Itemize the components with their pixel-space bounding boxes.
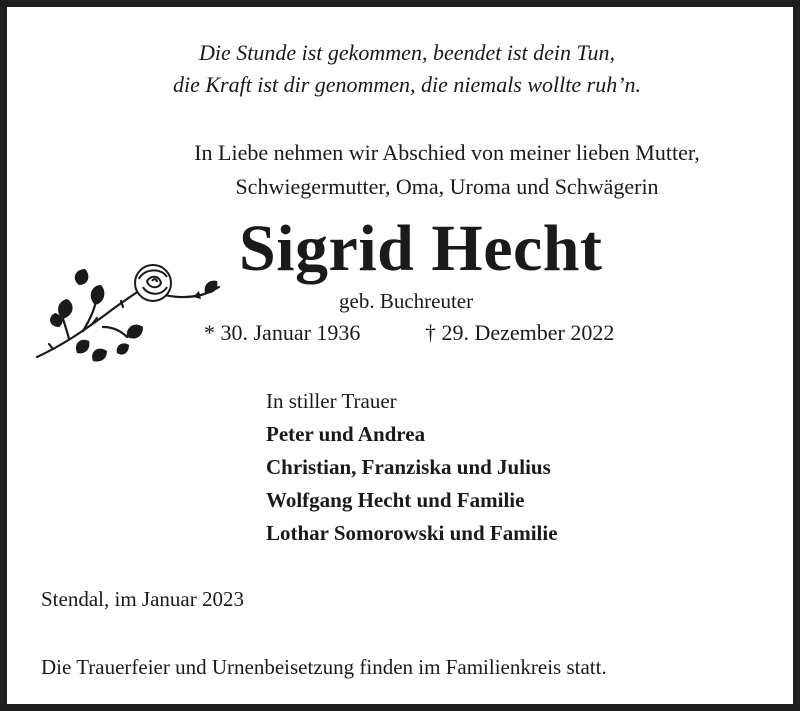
mourner-name: Peter und Andrea bbox=[266, 422, 426, 446]
place-and-date: Stendal, im Januar 2023 bbox=[41, 587, 244, 611]
rose-branch-icon bbox=[33, 257, 225, 373]
verse-line-2: die Kraft ist dir genommen, die niemals wollte ruh’n. bbox=[172, 72, 642, 97]
mourner-name: Wolfgang Hecht und Familie bbox=[266, 488, 525, 512]
verse-line-1: Die Stunde ist gekommen, beendet ist dein Tun, bbox=[198, 40, 616, 65]
intro-line-1: In Liebe nehmen wir Abschied von meiner lieben Mutter, bbox=[194, 140, 700, 165]
death-date: † 29. Dezember 2022 bbox=[425, 320, 615, 345]
mourner-name: Christian, Franziska und Julius bbox=[266, 455, 551, 479]
mourner-name: Lothar Somorowski und Familie bbox=[266, 521, 558, 545]
funeral-note: Die Trauerfeier und Urnenbeisetzung finden im Familienkreis statt. bbox=[41, 655, 607, 679]
intro-text bbox=[7, 136, 800, 204]
mourners-heading: In stiller Trauer bbox=[266, 389, 397, 413]
birth-date: * 30. Januar 1936 bbox=[204, 320, 361, 345]
mourners-block bbox=[266, 385, 558, 550]
intro-line-2: Schwiegermutter, Oma, Uroma und Schwägerin bbox=[235, 174, 659, 199]
deceased-name: Sigrid Hecht bbox=[239, 212, 603, 285]
verse bbox=[7, 37, 800, 101]
birth-name: geb. Buchreuter bbox=[339, 289, 474, 313]
